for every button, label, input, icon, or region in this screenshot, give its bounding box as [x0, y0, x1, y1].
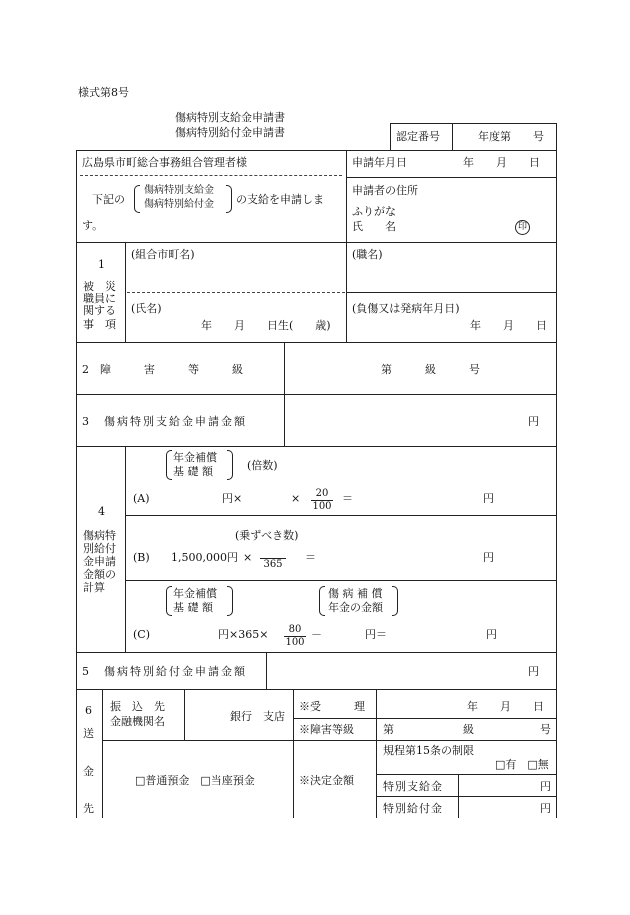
- statement-option-1: 傷病特別支給金: [144, 185, 214, 196]
- sec1-label-3: 関する: [83, 304, 116, 317]
- form-title-1: 傷病特別支給金申請書: [175, 111, 285, 124]
- c-fraction: [284, 625, 306, 648]
- addressee: 広島県市町総合事務組合管理者様: [82, 156, 247, 169]
- a-fraction-numerator: 20: [315, 488, 329, 499]
- b-fraction: [260, 547, 286, 570]
- c-bracket1-line2: 基 礎 額: [173, 601, 213, 614]
- bank-label-2: 金融機関名: [110, 715, 165, 728]
- sec2-value: 第 級 号: [381, 363, 480, 376]
- kyufu-unit: 円: [540, 802, 551, 815]
- rule-options[interactable]: □有 □無: [495, 758, 549, 771]
- c-expr-1: 円×365×: [218, 628, 269, 641]
- sec1-injury-date: 年 月 日: [470, 319, 547, 332]
- account-type-options[interactable]: □普通預金 □当座預金: [135, 774, 255, 787]
- sec1-injury-label: (負傷又は発病年月日): [352, 302, 460, 315]
- c-unit: 円: [486, 628, 497, 641]
- form-number: 様式第8号: [78, 86, 129, 99]
- sec4-label-3: 金申請: [83, 555, 116, 568]
- sec1-label-1: 被 災: [83, 280, 116, 293]
- sec3-unit: 円: [528, 415, 539, 428]
- sec1-label-2: 職員に: [83, 292, 116, 305]
- grade-prefix: 第: [383, 723, 394, 736]
- shikyu-unit: 円: [540, 780, 551, 793]
- c-label: (C): [133, 628, 150, 641]
- bank-label-1: 振 込 先: [110, 700, 165, 713]
- apply-date-label: 申請年月日: [352, 156, 407, 169]
- c-equals: 円＝: [365, 628, 387, 641]
- grade-suffix: 号: [540, 723, 551, 736]
- b-equals: ＝: [305, 551, 316, 564]
- c-fraction-numerator: 80: [288, 624, 302, 635]
- grade-label: ※障害等級: [299, 723, 354, 736]
- kyufu-label: 特別給付金: [383, 802, 443, 815]
- shikyu-label: 特別支給金: [383, 780, 443, 793]
- a-expr-2: ×: [291, 492, 301, 505]
- a-expr-1: 円×: [222, 492, 243, 505]
- a-unit: 円: [483, 492, 494, 505]
- sec6-number: 6: [85, 704, 92, 717]
- b-amount: 1,500,000円: [171, 551, 238, 564]
- sec1-label-4: 事 項: [83, 318, 116, 331]
- a-fraction-denominator: 100: [312, 501, 332, 512]
- nintei-label: 認定番号: [396, 130, 440, 143]
- sec3-label: 3 傷病特別支給金申請金額: [82, 415, 247, 428]
- b-times: ×: [243, 551, 253, 564]
- b-unit: 円: [483, 551, 494, 564]
- c-bracket2-line1: 傷 病 補 償: [328, 587, 383, 600]
- nintei-value: 年度第 号: [478, 130, 544, 143]
- sec4-label-4: 金額の: [83, 568, 116, 581]
- sec1-union-label: (組合市町名): [131, 248, 195, 261]
- c-fraction-denominator: 100: [285, 637, 305, 648]
- sec1-title-label: (職名): [352, 248, 383, 261]
- rule-label: 規程第15条の制限: [383, 744, 474, 757]
- received-label: ※受 理: [299, 700, 365, 713]
- statement-prefix: 下記の: [92, 193, 125, 206]
- sec6-label-3: 先: [83, 802, 94, 815]
- sec4-label-1: 傷病特: [83, 529, 116, 542]
- b-fraction-denominator: 365: [263, 559, 283, 570]
- sec1-number: 1: [98, 258, 105, 271]
- a-multiplier-note: (倍数): [247, 459, 278, 472]
- sec5-label: 5 傷病特別給付金申請金額: [82, 665, 247, 678]
- c-bracket1-line1: 年金補償: [173, 587, 217, 600]
- sec1-birth: 年 月 日生( 歳): [201, 319, 331, 332]
- c-bracket2-line2: 年金の金額: [328, 601, 383, 614]
- a-bracket-line1: 年金補償: [173, 451, 217, 464]
- decision-label: ※決定金額: [299, 774, 354, 787]
- applicant-furigana-label: ふりがな: [352, 205, 396, 218]
- sec5-unit: 円: [528, 665, 539, 678]
- statement-end: す。: [82, 219, 104, 232]
- a-label: (A): [133, 492, 150, 505]
- sec1-name-label: (氏名): [131, 302, 162, 315]
- grade-mid: 級: [463, 723, 474, 736]
- a-equals: ＝: [342, 492, 353, 505]
- b-label: (B): [133, 551, 150, 564]
- applicant-address-label: 申請者の住所: [352, 184, 418, 197]
- applicant-name-label: 氏 名: [352, 220, 396, 233]
- sec6-label-2: 金: [83, 765, 94, 778]
- bank-value: 銀行 支店: [230, 710, 285, 723]
- sec4-label-5: 計算: [83, 581, 105, 594]
- received-date: 年 月 日: [467, 700, 544, 713]
- statement-option-2: 傷病特別給付金: [144, 199, 214, 210]
- sec6-label-1: 送: [83, 727, 94, 740]
- apply-date-value: 年 月 日: [463, 156, 540, 169]
- statement-suffix: の支給を申請しま: [236, 193, 324, 206]
- form-title-2: 傷病特別給付金申請書: [175, 126, 285, 139]
- seal-icon: 印: [515, 220, 530, 235]
- a-fraction: [311, 489, 333, 512]
- sec4-number: 4: [98, 505, 105, 518]
- sec2-label: 2 障 害 等 級: [82, 363, 243, 376]
- c-minus: －: [311, 628, 322, 641]
- a-bracket-line2: 基 礎 額: [173, 465, 213, 478]
- b-note: (乗ずべき数): [235, 529, 299, 542]
- sec4-label-2: 別給付: [83, 542, 116, 555]
